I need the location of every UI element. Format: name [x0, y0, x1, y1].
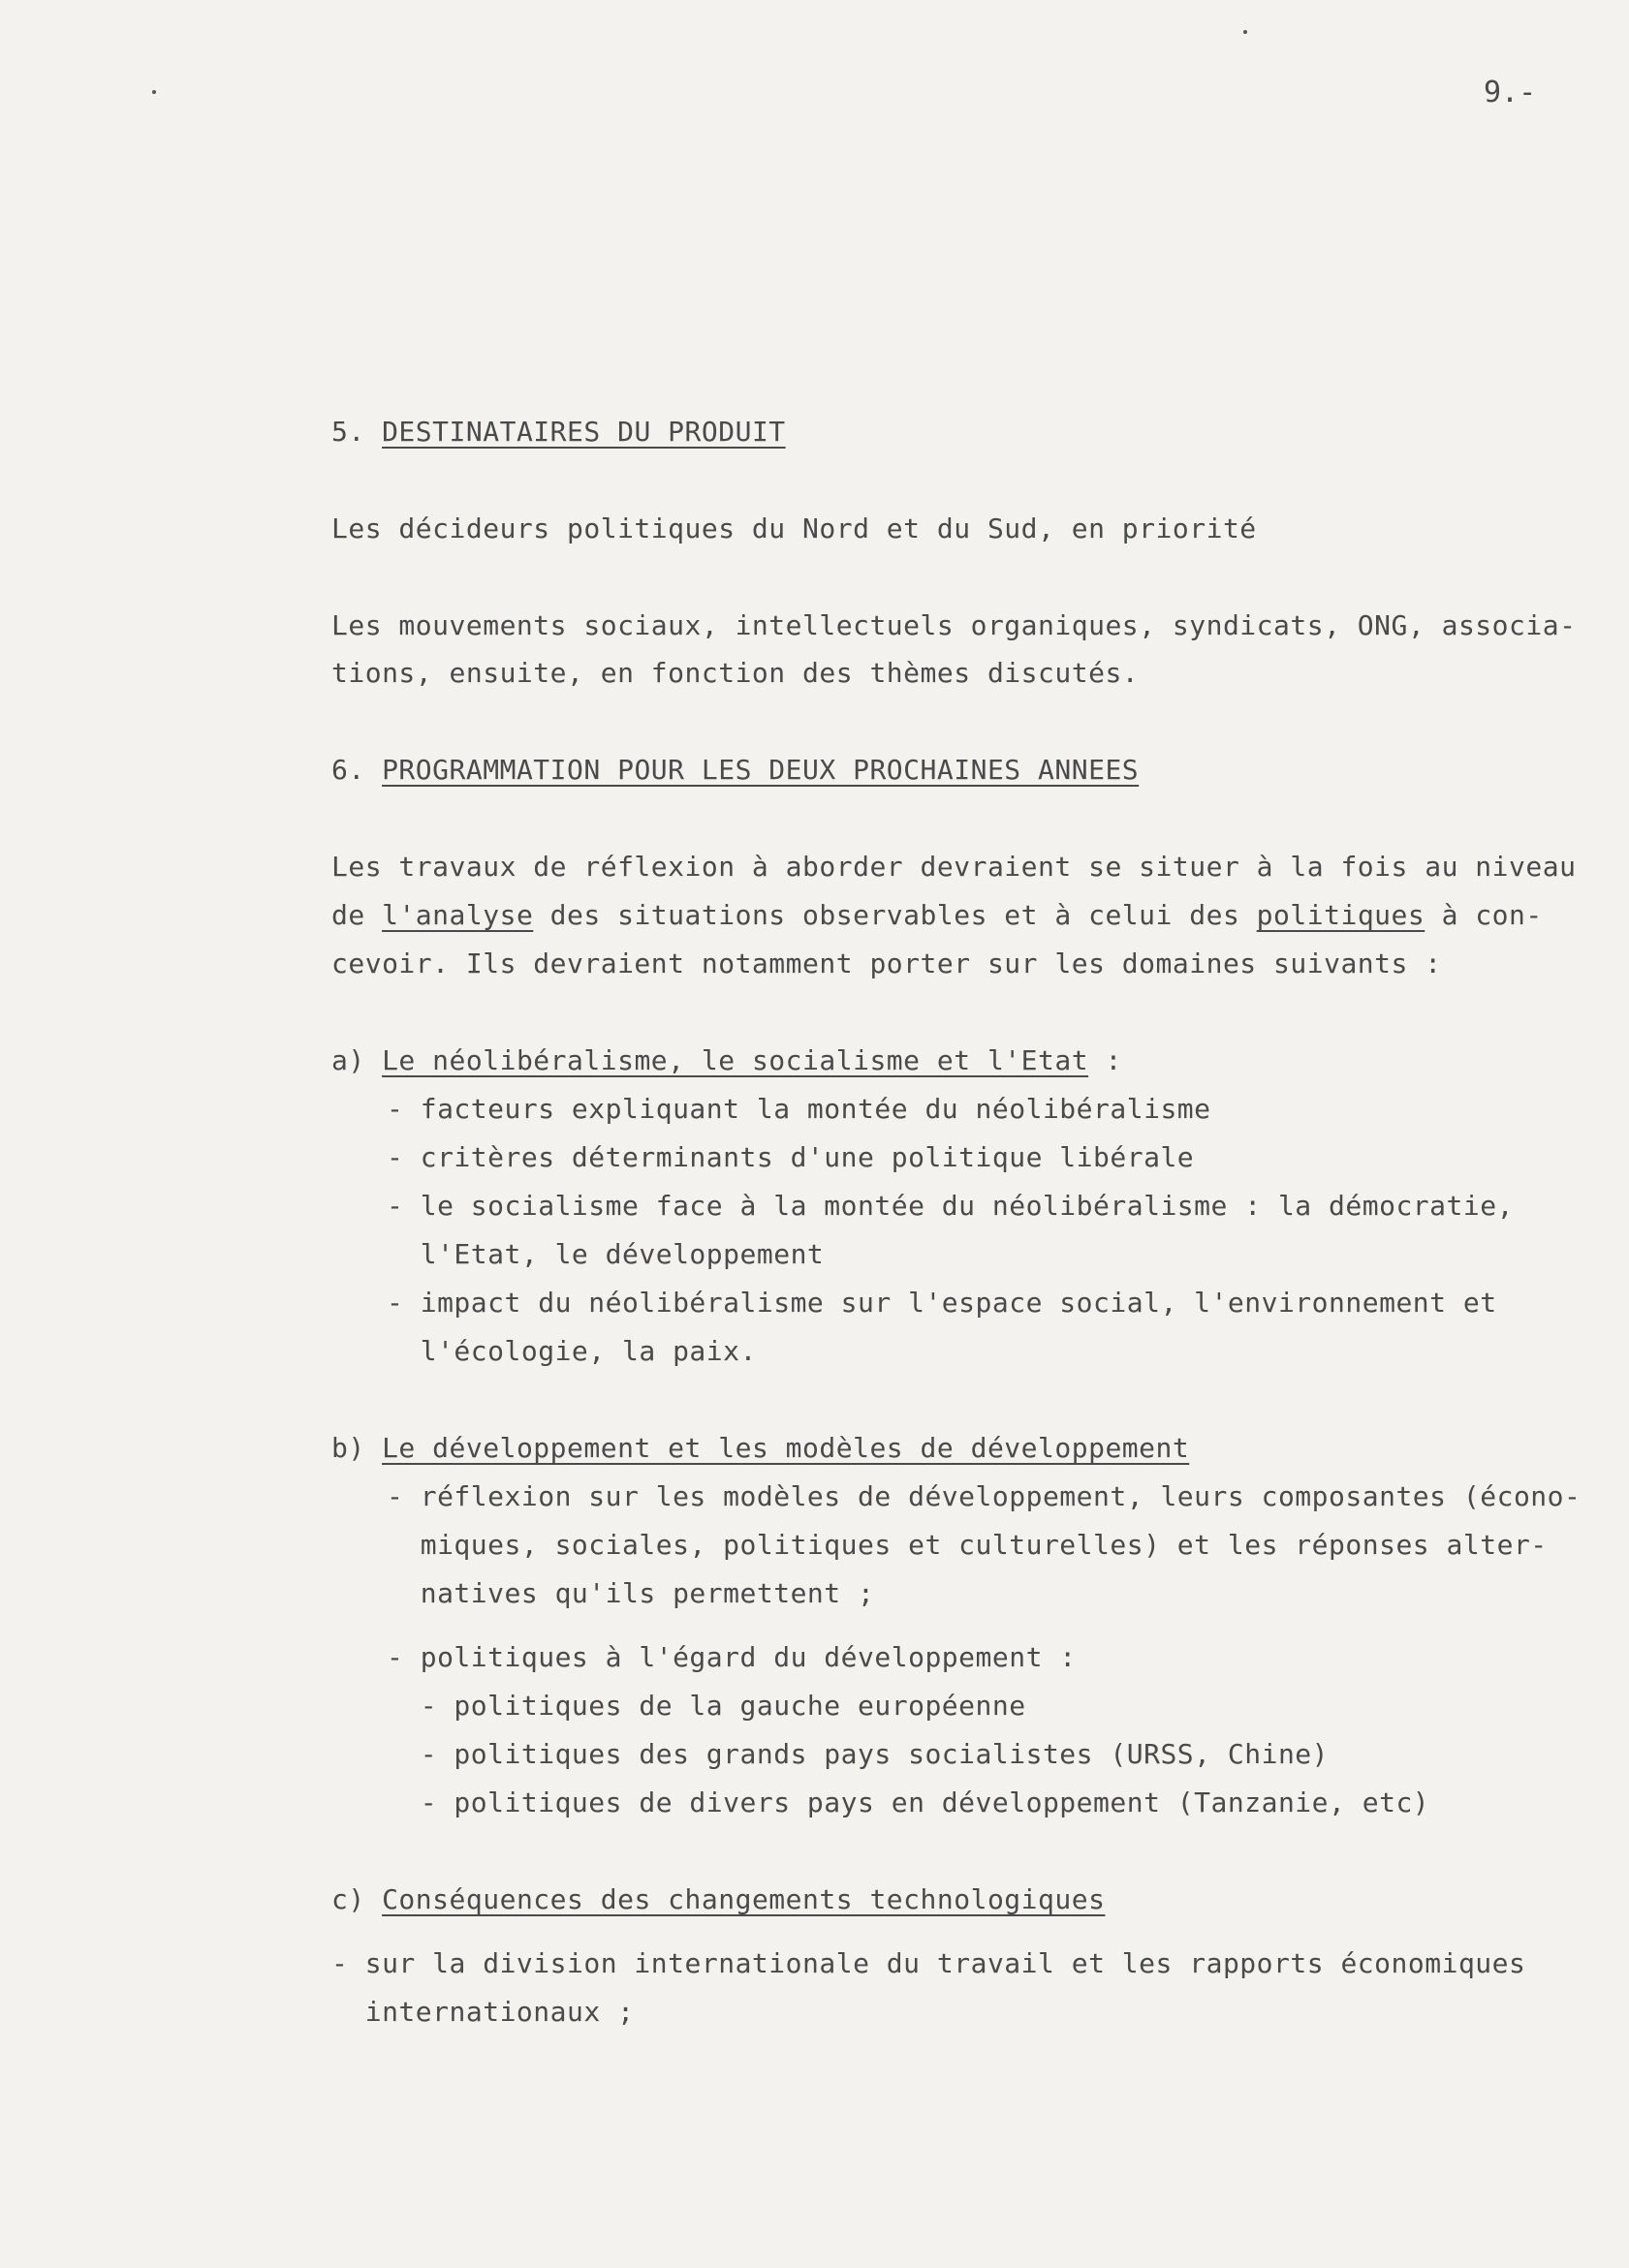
paragraph: Les décideurs politiques du Nord et du Sud, en priorité — [331, 513, 1257, 544]
text-run: de — [331, 899, 383, 931]
section-title: DESTINATAIRES DU PRODUIT — [382, 416, 786, 448]
section-title: PROGRAMMATION POUR LES DEUX PROCHAINES ANNEES — [382, 754, 1140, 786]
paragraph-line: cevoir. Ils devraient notamment porter sur les domaines suivants : — [331, 948, 1442, 979]
list-item: natives qu'ils permettent ; — [387, 1577, 875, 1609]
section-5-heading — [331, 416, 786, 449]
list-item: - sur la division internationale du travail et les rapports économiques — [331, 1947, 1526, 1979]
list-item: - politiques à l'égard du développement : — [387, 1641, 1077, 1673]
list-item: - politiques de divers pays en développement (Tanzanie, etc) — [387, 1786, 1430, 1818]
paragraph-line — [331, 899, 1543, 932]
paper-speck — [152, 90, 156, 94]
list-item: - politiques de la gauche européenne — [387, 1690, 1026, 1722]
item-title: Conséquences des changements technologiques — [382, 1883, 1106, 1915]
section-number: 5. — [331, 416, 365, 448]
item-title: Le développement et les modèles de développement — [382, 1432, 1190, 1464]
page-number: 9.- — [1484, 76, 1537, 109]
item-c-heading — [331, 1883, 1105, 1916]
list-item: internationaux ; — [331, 1996, 635, 2028]
list-item: - impact du néolibéralisme sur l'espace social, l'environnement et — [387, 1287, 1497, 1319]
paragraph-line: Les mouvements sociaux, intellectuels organiques, syndicats, ONG, associa- — [331, 609, 1577, 641]
text-run: à con- — [1425, 899, 1543, 931]
paragraph-line: Les travaux de réflexion à aborder devraient se situer à la fois au niveau — [331, 851, 1577, 883]
item-letter: a) — [331, 1044, 365, 1076]
section-6-heading — [331, 754, 1139, 787]
list-item: - facteurs expliquant la montée du néolibéralisme — [387, 1093, 1211, 1125]
list-item: - critères déterminants d'une politique libérale — [387, 1141, 1195, 1173]
list-item: - le socialisme face à la montée du néolibéralisme : la démocratie, — [387, 1190, 1514, 1222]
item-letter: c) — [331, 1883, 365, 1915]
list-item: l'écologie, la paix. — [387, 1335, 757, 1367]
paper-speck — [1243, 30, 1247, 34]
text-run: : — [1088, 1044, 1122, 1076]
list-item: - réflexion sur les modèles de développement, leurs composantes (écono- — [387, 1480, 1582, 1512]
item-a-heading — [331, 1044, 1122, 1077]
item-title: Le néolibéralisme, le socialisme et l'Etat — [382, 1044, 1089, 1076]
list-item: miques, sociales, politiques et culturelles) et les réponses alter- — [387, 1529, 1548, 1561]
text-run: des situations observables et à celui des — [533, 899, 1257, 931]
item-letter: b) — [331, 1432, 365, 1464]
paragraph-line: tions, ensuite, en fonction des thèmes discutés. — [331, 657, 1140, 689]
underlined-term: politiques — [1256, 899, 1425, 931]
underlined-term: l'analyse — [382, 899, 534, 931]
list-item: l'Etat, le développement — [387, 1238, 825, 1270]
item-b-heading — [331, 1432, 1189, 1465]
list-item: - politiques des grands pays socialistes (URSS, Chine) — [387, 1738, 1330, 1770]
section-number: 6. — [331, 754, 365, 786]
